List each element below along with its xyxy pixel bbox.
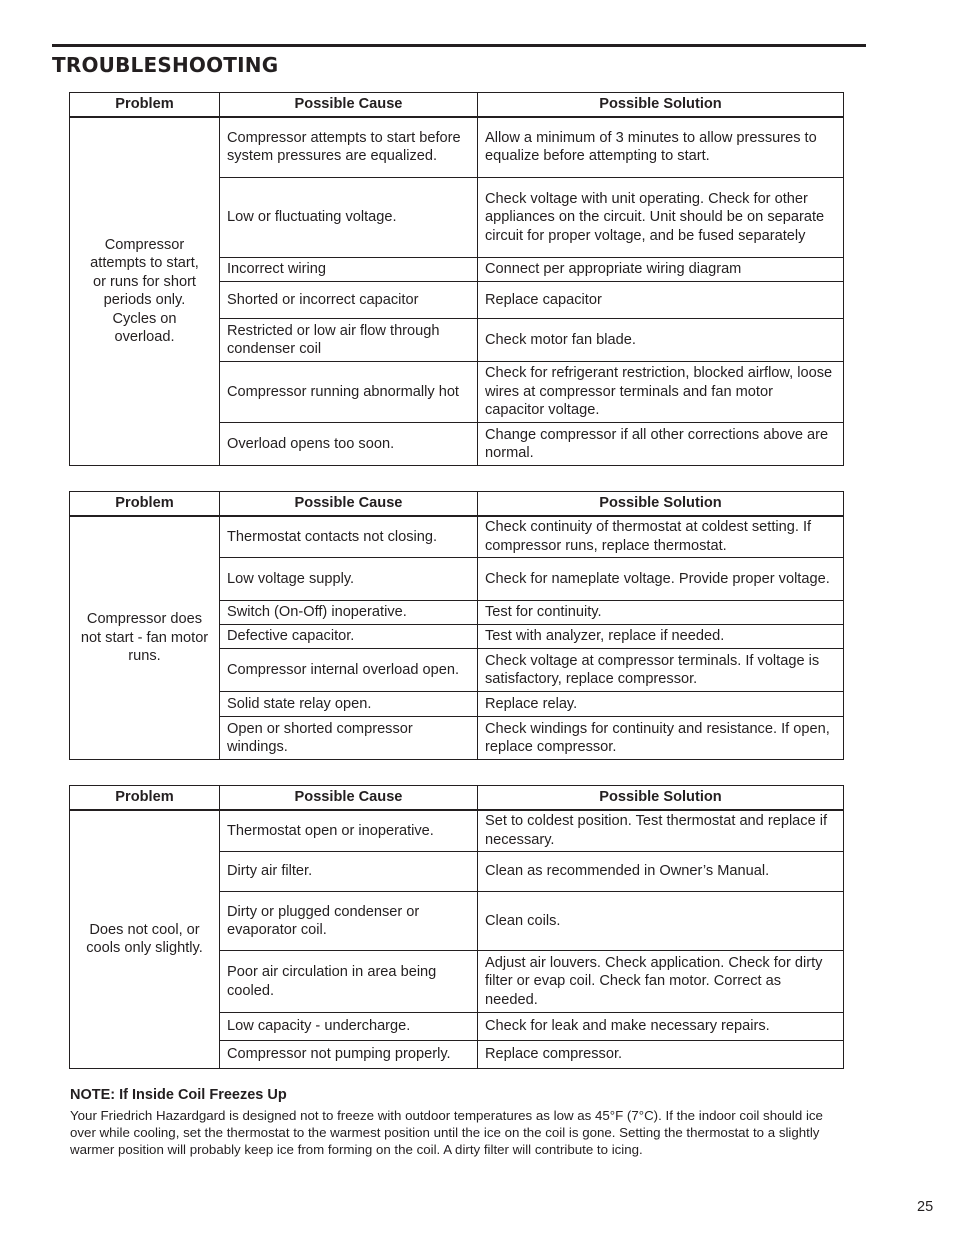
cause-cell: Dirty air filter.	[220, 852, 478, 892]
troubleshooting-table-3	[69, 785, 844, 1069]
cause-cell: Solid state relay open.	[220, 692, 478, 717]
header-problem: Problem	[70, 492, 220, 516]
top-rule	[52, 44, 866, 47]
header-cause: Possible Cause	[220, 786, 478, 810]
table-row	[70, 810, 844, 852]
cause-cell: Thermostat open or inoperative.	[220, 810, 478, 852]
solution-cell: Check motor fan blade.	[478, 319, 844, 362]
cause-cell: Compressor running abnormally hot	[220, 362, 478, 423]
cause-cell: Defective capacitor.	[220, 625, 478, 649]
solution-cell: Allow a minimum of 3 minutes to allow pressures to equalize before attempting to start.	[478, 117, 844, 178]
cause-cell: Low capacity - undercharge.	[220, 1013, 478, 1041]
problem-text: Does not cool, or cools only slightly.	[86, 921, 203, 957]
problem-cell	[70, 810, 220, 1069]
table-header-row	[70, 492, 844, 516]
cause-cell: Incorrect wiring	[220, 258, 478, 282]
solution-cell: Check voltage with unit operating. Check for other appliances on the circuit. Unit should be on separate circuit for proper voltage, and be fused separately	[478, 178, 844, 258]
solution-cell: Adjust air louvers. Check application. Check for dirty filter or evap coil. Check fan motor. Correct as needed.	[478, 951, 844, 1013]
header-problem: Problem	[70, 93, 220, 117]
solution-cell: Test with analyzer, replace if needed.	[478, 625, 844, 649]
cause-cell: Shorted or incorrect capacitor	[220, 282, 478, 319]
table-header-row	[70, 93, 844, 117]
cause-cell: Open or shorted compressor windings.	[220, 717, 478, 760]
header-problem: Problem	[70, 786, 220, 810]
solution-cell: Connect per appropriate wiring diagram	[478, 258, 844, 282]
cause-cell: Low or fluctuating voltage.	[220, 178, 478, 258]
table-header-row	[70, 786, 844, 810]
troubleshooting-table-2	[69, 491, 844, 760]
solution-cell: Test for continuity.	[478, 601, 844, 625]
cause-cell: Switch (On-Off) inoperative.	[220, 601, 478, 625]
header-solution: Possible Solution	[478, 492, 844, 516]
header-cause: Possible Cause	[220, 93, 478, 117]
cause-cell: Compressor not pumping properly.	[220, 1041, 478, 1069]
solution-cell: Check for nameplate voltage. Provide proper voltage.	[478, 558, 844, 601]
solution-cell: Check for refrigerant restriction, blocked airflow, loose wires at compressor terminals and fan motor capacitor voltage.	[478, 362, 844, 423]
cause-cell: Low voltage supply.	[220, 558, 478, 601]
solution-cell: Check for leak and make necessary repairs.	[478, 1013, 844, 1041]
cause-cell: Poor air circulation in area being cooled.	[220, 951, 478, 1013]
cause-cell: Overload opens too soon.	[220, 423, 478, 466]
problem-cell	[70, 516, 220, 760]
solution-cell: Check continuity of thermostat at coldest setting. If compressor runs, replace thermostat.	[478, 516, 844, 558]
cause-cell: Restricted or low air flow through condenser coil	[220, 319, 478, 362]
page-number: 25	[917, 1199, 934, 1215]
header-solution: Possible Solution	[478, 93, 844, 117]
troubleshooting-table-1	[69, 92, 844, 466]
header-cause: Possible Cause	[220, 492, 478, 516]
solution-cell: Check voltage at compressor terminals. If voltage is satisfactory, replace compressor.	[478, 649, 844, 692]
note-title: NOTE: If Inside Coil Freezes Up	[70, 1087, 287, 1103]
solution-cell: Check windings for continuity and resistance. If open, replace compressor.	[478, 717, 844, 760]
cause-cell: Compressor attempts to start before system pressures are equalized.	[220, 117, 478, 178]
cause-cell: Thermostat contacts not closing.	[220, 516, 478, 558]
section-title: TROUBLESHOOTING	[52, 53, 279, 77]
problem-text: Compressor attempts to start, or runs for short periods only. Cycles on overload.	[90, 236, 199, 346]
solution-cell: Set to coldest position. Test thermostat and replace if necessary.	[478, 810, 844, 852]
table-row	[70, 516, 844, 558]
table-row	[70, 117, 844, 178]
solution-cell: Clean as recommended in Owner’s Manual.	[478, 852, 844, 892]
solution-cell: Clean coils.	[478, 892, 844, 951]
header-solution: Possible Solution	[478, 786, 844, 810]
note-body: Your Friedrich Hazardgard is designed not to freeze with outdoor temperatures as low as 45°F (7°C). If the indoor coil should ice over while cooling, set the thermostat to the warmest position until the ice on the coil is gone. Setting the thermostat to a slightly warmer position will probably keep ice from forming on the coil. A dirty filter will contribute to icing.	[70, 1108, 823, 1157]
problem-cell	[70, 117, 220, 466]
problem-text: Compressor does not start - fan motor runs.	[80, 611, 209, 664]
solution-cell: Replace relay.	[478, 692, 844, 717]
cause-cell: Dirty or plugged condenser or evaporator coil.	[220, 892, 478, 951]
solution-cell: Replace capacitor	[478, 282, 844, 319]
solution-cell: Change compressor if all other corrections above are normal.	[478, 423, 844, 466]
solution-cell: Replace compressor.	[478, 1041, 844, 1069]
cause-cell: Compressor internal overload open.	[220, 649, 478, 692]
